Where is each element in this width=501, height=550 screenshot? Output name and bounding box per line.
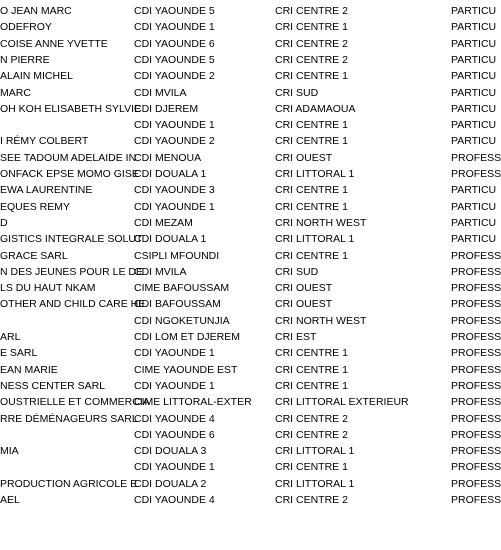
table-row <box>0 345 501 361</box>
cell-taxpayer-type[interactable]: PROFESS <box>451 168 501 180</box>
table-row <box>0 3 495 19</box>
cell-cri-region[interactable]: CRI OUEST <box>275 151 333 164</box>
cell-taxpayer-name[interactable]: AEL <box>0 494 20 506</box>
cell-cri-region[interactable]: CRI CENTRE 2 <box>275 37 348 50</box>
cell-taxpayer-type[interactable]: PARTICU <box>451 233 497 246</box>
table-row <box>0 378 501 394</box>
cell-cdi-office[interactable]: CIME BAFOUSSAM <box>134 282 230 295</box>
table-row <box>0 296 501 312</box>
cell-taxpayer-name[interactable]: COISE ANNE YVETTE <box>0 37 108 50</box>
cell-cdi-office[interactable]: CDI YAOUNDE 4 <box>134 412 215 425</box>
table-row <box>0 231 495 247</box>
cell-cdi-office[interactable]: CDI MEZAM <box>134 216 193 229</box>
cell-taxpayer-type[interactable]: PROFESS <box>451 249 501 262</box>
cell-cri-region[interactable]: CRI CENTRE 1 <box>275 119 348 132</box>
table-row <box>0 150 501 166</box>
cell-cri-region[interactable]: CRI CENTRE 1 <box>275 21 348 34</box>
cell-taxpayer-type[interactable]: PROFESS <box>451 494 501 506</box>
cell-cri-region[interactable]: CRI LITTORAL EXTERIEUR <box>275 396 409 409</box>
cell-cri-region[interactable]: CRI ADAMAOUA <box>275 102 356 115</box>
cell-cri-region[interactable]: CRI CENTRE 1 <box>275 461 348 474</box>
cell-cri-region[interactable]: CRI CENTRE 1 <box>275 347 348 360</box>
cell-cri-region[interactable]: CRI OUEST <box>275 298 333 311</box>
cell-taxpayer-type[interactable]: PROFESS <box>451 428 501 441</box>
cell-cri-region[interactable]: CRI LITTORAL 1 <box>275 445 355 458</box>
cell-cri-region[interactable]: CRI CENTRE 1 <box>275 70 348 83</box>
cell-cdi-office[interactable]: CDI YAOUNDE 3 <box>134 184 215 197</box>
cell-cdi-office[interactable]: CDI DOUALA 1 <box>134 168 207 180</box>
cell-cri-region[interactable]: CRI SUD <box>275 265 319 278</box>
cell-taxpayer-type[interactable]: PARTICU <box>451 37 497 50</box>
cell-cdi-office[interactable]: CDI YAOUNDE 1 <box>134 379 215 392</box>
cell-taxpayer-name[interactable] <box>0 427 134 443</box>
cell-taxpayer-type[interactable]: PARTICU <box>451 216 497 229</box>
cell-cri-region[interactable]: CRI CENTRE 1 <box>275 200 348 213</box>
table-row <box>0 476 501 492</box>
cell-taxpayer-type[interactable]: PARTICU <box>451 135 497 148</box>
table-row <box>0 36 495 52</box>
table-row <box>0 459 501 475</box>
cell-cri-region[interactable]: CRI OUEST <box>275 282 333 295</box>
cell-cdi-office[interactable]: CDI YAOUNDE 1 <box>134 347 215 360</box>
cell-taxpayer-type[interactable]: PROFESS <box>451 477 501 490</box>
cell-taxpayer-name[interactable] <box>0 117 134 133</box>
cell-cri-region[interactable]: CRI CENTRE 2 <box>275 5 348 17</box>
cell-cdi-office[interactable]: CDI YAOUNDE 1 <box>134 461 215 474</box>
cell-taxpayer-name[interactable]: RRE DÉMÉNAGEURS SARL <box>0 412 138 425</box>
cell-taxpayer-type[interactable]: PROFESS <box>451 282 501 295</box>
cell-taxpayer-name[interactable]: OTHER AND CHILD CARE HE <box>0 298 146 311</box>
table-row <box>0 411 501 427</box>
cell-taxpayer-type[interactable]: PROFESS <box>451 412 501 425</box>
cell-cri-region[interactable]: CRI CENTRE 1 <box>275 135 348 148</box>
cell-cdi-office[interactable]: CDI DJEREM <box>134 102 199 115</box>
cell-taxpayer-type[interactable]: PROFESS <box>451 314 501 327</box>
cell-taxpayer-type[interactable]: PROFESS <box>451 363 501 376</box>
cell-cri-region[interactable]: CRI CENTRE 2 <box>275 412 348 425</box>
cell-taxpayer-name[interactable]: MIA <box>0 445 19 458</box>
cell-cri-region[interactable]: CRI LITTORAL 1 <box>275 477 355 490</box>
table-row <box>0 182 495 198</box>
cell-taxpayer-type[interactable]: PROFESS <box>451 151 501 164</box>
table-row <box>0 85 495 101</box>
cell-taxpayer-name[interactable]: I RÉMY COLBERT <box>0 135 89 148</box>
table-row <box>0 19 495 35</box>
table-row <box>0 248 501 264</box>
cell-cri-region[interactable]: CRI CENTRE 2 <box>275 53 348 66</box>
cell-cri-region[interactable]: CRI NORTH WEST <box>275 216 367 229</box>
table-row <box>0 264 501 280</box>
cell-taxpayer-name[interactable]: EWA LAURENTINE <box>0 184 93 197</box>
table-row <box>0 166 501 182</box>
cell-taxpayer-name[interactable]: N DES JEUNES POUR LE DE <box>0 265 143 278</box>
cell-taxpayer-name[interactable]: LS DU HAUT NKAM <box>0 282 96 295</box>
cell-cri-region[interactable]: CRI LITTORAL 1 <box>275 233 355 246</box>
cell-cdi-office[interactable]: CDI YAOUNDE 4 <box>134 494 215 506</box>
cell-cdi-office[interactable]: CIME YAOUNDE EST <box>134 363 238 376</box>
cell-taxpayer-type[interactable]: PARTICU <box>451 184 497 197</box>
cell-taxpayer-name[interactable]: ODEFROY <box>0 21 52 34</box>
cell-cdi-office[interactable]: CDI MENOUA <box>134 151 202 164</box>
table-row <box>0 492 501 508</box>
cell-taxpayer-name[interactable]: PRODUCTION AGRICOLE E <box>0 477 138 490</box>
cell-taxpayer-name[interactable]: SEE TADOUM ADELAIDE IN <box>0 151 137 164</box>
cell-cdi-office[interactable]: CDI DOUALA 1 <box>134 233 207 246</box>
cell-taxpayer-type[interactable]: PARTICU <box>451 200 497 213</box>
cell-taxpayer-type[interactable]: PROFESS <box>451 265 501 278</box>
cell-taxpayer-type[interactable]: PROFESS <box>451 298 501 311</box>
cell-taxpayer-type[interactable]: PARTICU <box>451 5 497 17</box>
cell-taxpayer-type[interactable]: PARTICU <box>451 70 497 83</box>
cell-taxpayer-name[interactable]: EQUES REMY <box>0 200 71 213</box>
cell-cri-region[interactable]: CRI CENTRE 2 <box>275 494 348 506</box>
cell-cdi-office[interactable]: CIME LITTORAL-EXTER <box>134 396 252 409</box>
cell-cdi-office[interactable]: CDI LOM ET DJEREM <box>134 331 240 343</box>
cell-taxpayer-name[interactable]: D <box>0 216 8 229</box>
cell-taxpayer-type[interactable]: PROFESS <box>451 445 501 458</box>
cell-taxpayer-type[interactable]: PROFESS <box>451 461 501 474</box>
cell-cri-region[interactable]: CRI CENTRE 1 <box>275 184 348 197</box>
table-row <box>0 199 495 215</box>
cell-taxpayer-type[interactable]: PARTICU <box>451 21 497 34</box>
cell-cdi-office[interactable]: CDI BAFOUSSAM <box>134 298 221 311</box>
cell-cdi-office[interactable]: CDI NGOKETUNJIA <box>134 314 230 327</box>
cell-cdi-office[interactable]: CDI YAOUNDE 1 <box>134 21 215 34</box>
cell-taxpayer-type[interactable]: PROFESS <box>451 379 501 392</box>
table-row <box>0 215 495 231</box>
cell-taxpayer-name[interactable]: ARL <box>0 331 21 343</box>
cell-cdi-office[interactable]: CDI DOUALA 3 <box>134 445 207 458</box>
cell-taxpayer-name[interactable] <box>0 313 134 329</box>
cell-cri-region[interactable]: CRI SUD <box>275 86 319 99</box>
cell-taxpayer-name[interactable]: OH KOH ELISABETH SYLVIE <box>0 102 142 115</box>
table-row <box>0 101 495 117</box>
cell-taxpayer-type[interactable]: PARTICU <box>451 53 497 66</box>
cell-taxpayer-name[interactable]: N PIERRE <box>0 53 50 66</box>
cell-cdi-office[interactable]: CDI YAOUNDE 6 <box>134 428 215 441</box>
cell-cri-region[interactable]: CRI LITTORAL 1 <box>275 168 355 180</box>
cell-taxpayer-name[interactable] <box>0 459 134 475</box>
cell-cdi-office[interactable]: CDI YAOUNDE 5 <box>134 53 215 66</box>
cell-taxpayer-name[interactable]: ALAIN MICHEL <box>0 70 73 83</box>
cell-cdi-office[interactable]: CDI YAOUNDE 2 <box>134 70 215 83</box>
cell-cdi-office[interactable]: CDI MVILA <box>134 86 187 99</box>
table-row <box>0 280 501 296</box>
cell-cri-region[interactable]: CRI NORTH WEST <box>275 314 367 327</box>
table-row <box>0 133 495 149</box>
cell-taxpayer-name[interactable]: E SARL <box>0 347 38 360</box>
cell-taxpayer-name[interactable]: GRACE SARL <box>0 249 68 262</box>
cell-cdi-office[interactable]: CDI YAOUNDE 2 <box>134 135 215 148</box>
cell-cdi-office[interactable]: CDI YAOUNDE 1 <box>134 119 215 132</box>
cell-cdi-office[interactable]: CDI YAOUNDE 1 <box>134 200 215 213</box>
table-row <box>0 68 495 84</box>
cell-taxpayer-name[interactable]: GISTICS INTEGRALE SOLUT <box>0 233 143 246</box>
cell-cri-region[interactable]: CRI CENTRE 1 <box>275 249 348 262</box>
cell-taxpayer-name[interactable]: EAN MARIE <box>0 363 58 376</box>
cell-cdi-office[interactable]: CDI MVILA <box>134 265 187 278</box>
table-row <box>0 394 501 410</box>
table-row <box>0 117 495 133</box>
cell-cri-region[interactable]: CRI EST <box>275 331 317 343</box>
table-row <box>0 313 501 329</box>
cell-cdi-office[interactable]: CSIPLI MFOUNDI <box>134 249 220 262</box>
cell-taxpayer-type[interactable]: PROFESS <box>451 347 501 360</box>
cell-cdi-office[interactable]: CDI YAOUNDE 6 <box>134 37 215 50</box>
cell-cri-region[interactable]: CRI CENTRE 1 <box>275 363 348 376</box>
table-row <box>0 329 501 345</box>
table-row <box>0 443 501 459</box>
cell-taxpayer-name[interactable]: ONFACK EPSE MOMO GISE <box>0 168 139 180</box>
cell-taxpayer-type[interactable]: PROFESS <box>451 331 501 343</box>
cell-taxpayer-name[interactable]: NESS CENTER SARL <box>0 379 106 392</box>
cell-cri-region[interactable]: CRI CENTRE 2 <box>275 428 348 441</box>
cell-taxpayer-type[interactable]: PARTICU <box>451 86 497 99</box>
table-row <box>0 427 501 443</box>
cell-taxpayer-name[interactable]: OUSTRIELLE ET COMMERCIA <box>0 396 150 409</box>
cell-cri-region[interactable]: CRI CENTRE 1 <box>275 379 348 392</box>
cell-taxpayer-type[interactable]: PROFESS <box>451 396 501 409</box>
table-row <box>0 52 495 68</box>
cell-cdi-office[interactable]: CDI YAOUNDE 5 <box>134 5 215 17</box>
cell-taxpayer-name[interactable]: MARC <box>0 86 31 99</box>
cell-taxpayer-name[interactable]: O JEAN MARC <box>0 5 72 17</box>
table-row <box>0 362 501 378</box>
cell-taxpayer-type[interactable]: PARTICU <box>451 102 497 115</box>
cell-cdi-office[interactable]: CDI DOUALA 2 <box>134 477 207 490</box>
cell-taxpayer-type[interactable]: PARTICU <box>451 119 497 132</box>
